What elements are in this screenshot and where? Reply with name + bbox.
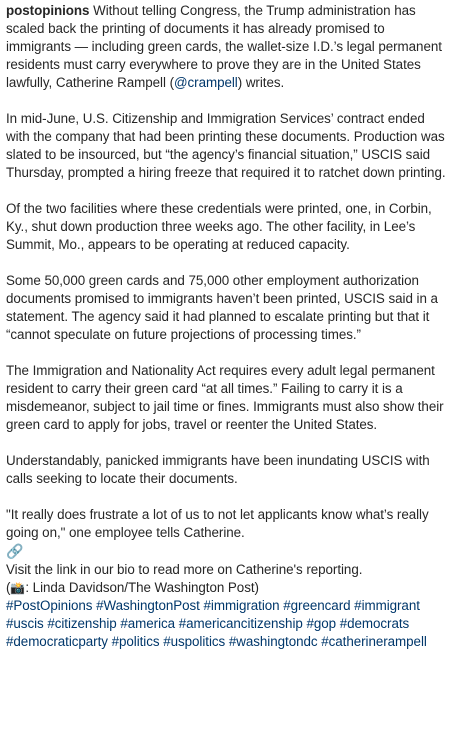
- caption-paragraph-5: The Immigration and Nationality Act requires every adult legal permanent resident to carry their green card “at all times.” Failing to carry it is a misdemeanor, subject to jail time or fines. Immigrants must also show their green card to apply for jobs, travel or reenter the United States.: [6, 363, 444, 432]
- username-link[interactable]: postopinions: [6, 3, 90, 18]
- caption-paragraph-1: [6, 2, 452, 92]
- hashtag-link[interactable]: #america: [120, 616, 176, 631]
- hashtag-link[interactable]: #greencard: [283, 598, 351, 613]
- caption-paragraph-6: Understandably, panicked immigrants have been inundating USCIS with calls seeking to locate their documents.: [6, 453, 430, 486]
- link-line: [6, 542, 452, 561]
- mention-link[interactable]: @crampell: [173, 75, 238, 90]
- hashtag-link[interactable]: #citizenship: [47, 616, 117, 631]
- credit-text: : Linda Davidson/The Washington Post): [25, 580, 259, 595]
- caption-paragraph-7: "It really does frustrate a lot of us to not let applicants know what’s really going on," one employee tells Catherine.: [6, 507, 429, 540]
- caption-paragraph-3: Of the two facilities where these credentials were printed, one, in Corbin, Ky., shut down production three weeks ago. The other facility, in Lee’s Summit, Mo., appears to be operating at reduced capacity.: [6, 201, 432, 252]
- credit-open: (: [6, 580, 11, 595]
- hashtag-link[interactable]: #catherinerampell: [321, 634, 427, 649]
- hashtag-link[interactable]: #americancitizenship: [178, 616, 303, 631]
- hashtag-link[interactable]: #democrats: [339, 616, 410, 631]
- caption-paragraph-2: In mid-June, U.S. Citizenship and Immigration Services’ contract ended with the company that had been printing these documents. Production was slated to be insourced, but “the agency’s financial situation,” USCIS said Thursday, prompted a hiring freeze that required it to ratchet down printing.: [6, 111, 446, 180]
- hashtag-link[interactable]: #uscis: [6, 616, 44, 631]
- hashtag-link[interactable]: #PostOpinions: [6, 598, 93, 613]
- caption-text: ) writes.: [237, 75, 285, 90]
- photo-credit: [6, 579, 452, 597]
- hashtag-link[interactable]: #gop: [306, 616, 337, 631]
- hashtag-link[interactable]: #immigrant: [354, 598, 420, 613]
- hashtag-link[interactable]: #democraticparty: [6, 634, 108, 649]
- bio-line: Visit the link in our bio to read more on Catherine's reporting.: [6, 562, 363, 577]
- hashtag-link[interactable]: #immigration: [203, 598, 280, 613]
- link-icon: 🔗: [6, 543, 24, 559]
- hashtag-link[interactable]: #washingtondc: [228, 634, 318, 649]
- hashtag-link[interactable]: #uspolitics: [163, 634, 226, 649]
- hashtag-link[interactable]: #politics: [111, 634, 160, 649]
- caption-text: Without telling Congress, the Trump administration has scaled back the printing of documents it has already promised to immigrants — including green cards, the wallet-size I.D.’s legal permanent residents must carry everywhere to prove they are in the United States lawfully, Catherine Rampell (: [6, 3, 442, 90]
- hashtag-link[interactable]: #WashingtonPost: [96, 598, 200, 613]
- camera-icon: 📸: [10, 581, 26, 595]
- hashtag-list: [6, 597, 452, 651]
- caption-paragraph-4: Some 50,000 green cards and 75,000 other employment authorization documents promised to immigrants haven’t been printed, USCIS said in a statement. The agency said it had planned to escalate printing but that it “cannot speculate on future projections of processing times.”: [6, 273, 438, 342]
